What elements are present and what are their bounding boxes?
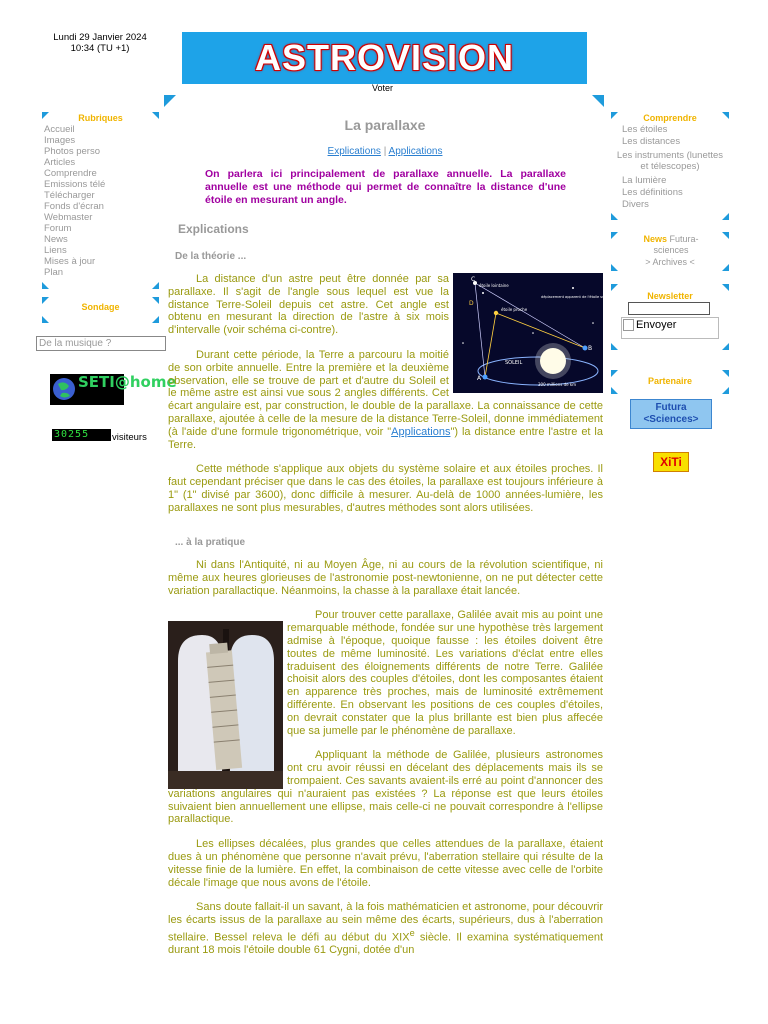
- paragraph-2a: Durant cette période, la Terre a parcouru la moitié de son orbite annuelle. Entre la première et la deuxième observation, elle se trouve de part et d'autre du Soleil et le même astre est ainsi vue sous 2 angles différents. Cet écart angulaire est, par construction, le double de la parallaxe. La connaissance de cette parallaxe, ajoutée à celle de la mesure de la distance Terre-Soleil, donne immédiatement (à l'aide d'une formule trigonométrique, voir ": [168, 348, 603, 438]
- rubriques-title: Rubriques: [78, 113, 123, 123]
- diagram-label-dep: déplacement apparent de l'étoile sur le ciel: [541, 295, 618, 299]
- time: 10:34 (TU +1): [70, 43, 130, 54]
- paragraph-5: Pour trouver cette parallaxe, Galilée avait mis au point une remarquable méthode, fondée sur une hypothèse très largement admise à l'époque, quoique fausse : les étoiles doivent être toutes de même luminosité. Les variations d'éclat entre elles traduisent des éloignements différents de notre Terre. Galilée choisit alors des couples d'étoiles, dont les composantes étaient en apparence très proches, mais de luminosité extrêmement différente. En observant les positions de ces couples d'étoiles, on devrait constater que la plus brillante est bien plus affecée que sa jumelle par le phénomène de parallaxe.: [287, 609, 603, 737]
- box-corner: [722, 343, 729, 350]
- visitors-label: visiteurs: [112, 432, 147, 443]
- applications-inline-link[interactable]: Applications: [391, 425, 451, 438]
- sondage-question-field[interactable]: De la musique ?: [36, 336, 166, 351]
- intro-text: On parlera ici principalement de parallaxe annuelle. La parallaxe annuelle est une méthode qui permet de connaître la distance d'une étoile en mesurant un angle.: [205, 168, 566, 206]
- nav-emissions-tele[interactable]: Emissions télé: [44, 179, 106, 190]
- archives-link[interactable]: > Archives <: [645, 257, 695, 267]
- frame-corner: [592, 95, 604, 107]
- nav-articles[interactable]: Articles: [44, 157, 76, 168]
- box-corner: [611, 387, 618, 394]
- nav-liens[interactable]: Liens: [44, 245, 67, 256]
- paragraph-4: Ni dans l'Antiquité, ni au Moyen Âge, ni au cours de la révolution scientifique, ni même aux heures glorieuses de l'astronomie post-newtonienne, on ne put détecter cette variation parallactique. Néanmoins, la chasse à la parallaxe était lancée.: [168, 559, 603, 597]
- site-logo[interactable]: ASTROVISION: [254, 37, 515, 78]
- box-corner: [42, 316, 49, 323]
- diagram-label-proche: étoile proche: [501, 307, 528, 312]
- nav-telecharger[interactable]: Télécharger: [44, 190, 95, 201]
- nav-mises-a-jour[interactable]: Mises à jour: [44, 256, 96, 267]
- broken-image-icon: [623, 319, 634, 331]
- article-block-2: [168, 559, 603, 969]
- xiti-logo[interactable]: XiTi: [653, 452, 689, 472]
- box-corner: [611, 232, 618, 239]
- banner[interactable]: [182, 32, 587, 84]
- paragraph-8b: siècle. Il examina systématiquement durant 18 mois l'étoile double 61 Cygni, dotée d'un: [168, 931, 603, 957]
- comprendre-nav: [614, 124, 726, 210]
- futura-line2: <Sciences>: [643, 414, 699, 425]
- box-corner: [611, 264, 618, 271]
- diagram-label-soleil: SOLEIL: [505, 360, 523, 366]
- nav-webmaster[interactable]: Webmaster: [44, 212, 93, 223]
- newsletter-title: Newsletter: [647, 291, 693, 301]
- date: Lundi 29 Janvier 2024: [53, 32, 147, 43]
- partenaire-title: Partenaire: [647, 376, 693, 386]
- paragraph-8: [168, 901, 603, 957]
- vote-link[interactable]: Voter: [372, 83, 394, 93]
- box-corner: [722, 264, 729, 271]
- page-title: La parallaxe: [344, 117, 426, 133]
- news-source[interactable]: Futura-sciences: [653, 234, 699, 255]
- comprendre-title: Comprendre: [643, 113, 697, 123]
- paragraph-2b: ") la distance entre l'astre et la Terre.: [168, 425, 603, 451]
- article-block-1: [168, 273, 603, 527]
- envoyer-label: Envoyer: [636, 319, 677, 331]
- nav-la-lumiere[interactable]: La lumière: [622, 175, 667, 186]
- diagram-label-d: D: [469, 300, 474, 307]
- paragraph-8-sup: e: [409, 927, 415, 938]
- box-corner: [722, 232, 729, 239]
- box-corner: [722, 284, 729, 291]
- page-tabs: [168, 146, 602, 157]
- visitor-counter: 30255: [52, 429, 111, 441]
- nav-les-etoiles[interactable]: Les étoiles: [622, 124, 668, 135]
- paragraph-7: Les ellipses décalées, plus grandes que celles attendues de la parallaxe, étaient dues à un phénomène que personne n'avait prévu, l'aberration stellaire qui résulte de la vitesse finie de la lumière. En effet, la combinaison de cette vitesse avec celle de l'orbite décale l'image que nous avons de l'étoile.: [168, 838, 603, 889]
- nav-fonds-ecran[interactable]: Fonds d'écran: [44, 201, 104, 212]
- seti-label: SETI@home: [78, 373, 177, 391]
- rubriques-nav: [44, 124, 105, 278]
- diagram-label-dist: 300 millions de km: [538, 382, 577, 387]
- nav-forum[interactable]: Forum: [44, 223, 72, 234]
- tab-separator: |: [383, 146, 387, 157]
- box-corner: [42, 282, 49, 289]
- paragraph-8a: Sans doute fallait-il un savant, à la fois mathématicien et astronome, pour découvrir les écarts issus de la parallaxe au sein même des écarts, supérieurs, dus à l'aberration stellaire. Bessel releva le défi au début du XIX: [168, 901, 603, 944]
- diagram-label-a: A: [477, 375, 482, 382]
- sondage-title: Sondage: [81, 302, 120, 312]
- paragraph-1: La distance d'un astre peut être donnée par sa parallaxe. Il s'agit de l'angle sous lequel est vue la distance Terre-Soleil depuis cet astre. Cet angle est obtenu en mesurant la direction de l'astre à six mois d'intervalle (voir schéma ci-contre).: [168, 273, 449, 337]
- tab-applications[interactable]: Applications: [388, 146, 443, 157]
- futura-line1: Futura: [655, 402, 687, 413]
- nav-divers[interactable]: Divers: [622, 199, 649, 210]
- diagram-float-spacer: [449, 273, 603, 399]
- nav-les-distances[interactable]: Les distances: [622, 136, 681, 147]
- nav-les-instruments[interactable]: Les instruments (lunettes et télescopes): [616, 150, 724, 172]
- news-title: News: [643, 234, 667, 244]
- news-header: [634, 234, 708, 256]
- paragraph-6: Appliquant la méthode de Galilée, plusieurs astronomes ont cru avoir réussi en décelant des déplacements mais ils se trompaient. Ces savants avaient-ils erré au point d'annoncer des variations angulaires qui n'auraient pas existées ? La réponse est que leurs étoiles suivaient bien annuellement une ellipse, mais celle-ci ne pouvait correspondre à l'ellipse parallactique.: [168, 749, 603, 826]
- seti-at-home-logo[interactable]: [50, 373, 177, 405]
- paragraph-3: Cette méthode s'applique aux objets du système solaire et aux étoiles proches. Il faut cependant préciser que dans le cas des étoiles, la parallaxe est toujours inférieure à 1" (1" divisé par 3600), donc difficile à mesurer. Au-delà de 1000 années-lumière, les parallaxes ne sont plus mesurables, d'autres méthodes sont alors utilisées.: [168, 463, 603, 514]
- box-corner: [152, 282, 159, 289]
- frame-corner: [164, 95, 176, 107]
- section-heading: Explications: [178, 222, 249, 236]
- nav-plan[interactable]: Plan: [44, 267, 64, 278]
- subheading-pratique: ... à la pratique: [175, 537, 246, 548]
- futura-sciences-logo[interactable]: [630, 399, 712, 429]
- diagram-label-b: B: [588, 345, 593, 352]
- box-corner: [611, 213, 618, 220]
- nav-accueil[interactable]: Accueil: [44, 124, 75, 135]
- box-corner: [152, 316, 159, 323]
- tab-explications[interactable]: Explications: [327, 146, 381, 157]
- subheading-theorie: De la théorie ...: [175, 251, 247, 262]
- box-corner: [611, 343, 618, 350]
- nav-comprendre[interactable]: Comprendre: [44, 168, 97, 179]
- box-corner: [611, 284, 618, 291]
- box-corner: [722, 213, 729, 220]
- photo-float-spacer: [168, 609, 287, 779]
- nav-images[interactable]: Images: [44, 135, 76, 146]
- diagram-label-c: C: [471, 276, 476, 283]
- nav-les-definitions[interactable]: Les définitions: [622, 187, 683, 198]
- nav-news[interactable]: News: [44, 234, 68, 245]
- nav-photos-perso[interactable]: Photos perso: [44, 146, 100, 157]
- box-corner: [722, 387, 729, 394]
- envoyer-button[interactable]: [621, 317, 719, 339]
- date-time: [40, 32, 160, 54]
- newsletter-email-input[interactable]: [628, 302, 710, 315]
- diagram-label-etoile: étoile lointaine: [479, 283, 509, 288]
